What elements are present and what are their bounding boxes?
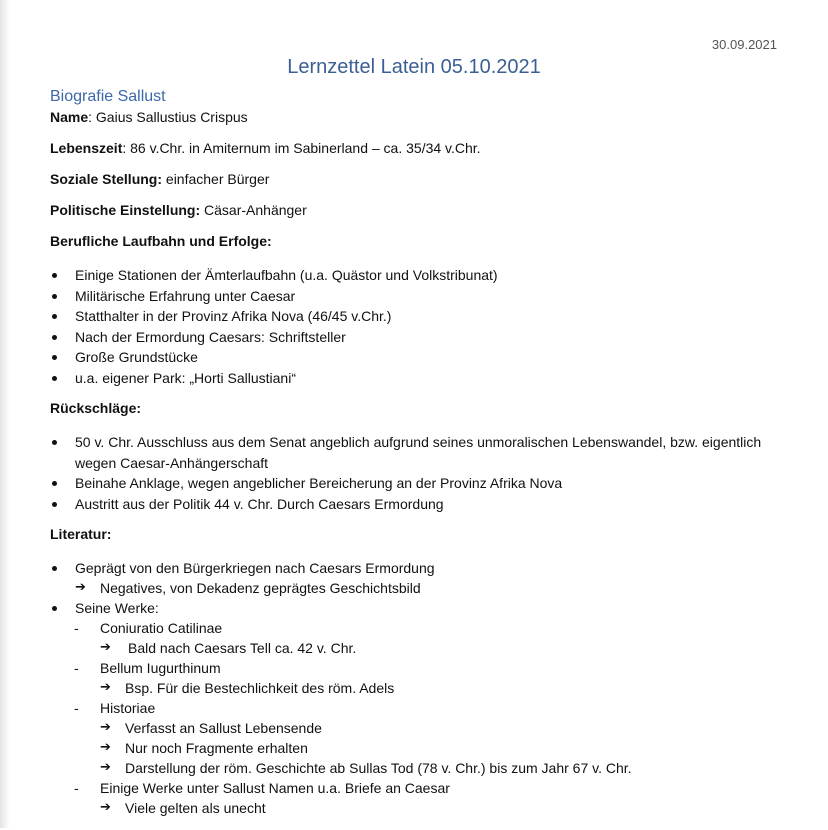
list-item: Nach der Ermordung Caesars: Schriftsteller [50, 327, 790, 348]
list-item: Große Grundstücke [50, 347, 790, 368]
field-soziale-stellung [50, 171, 790, 188]
literatur-heading: Literatur: [50, 526, 112, 542]
field-name-label: Name [50, 109, 89, 125]
arrow-item: ➔ Verfasst an Sallust Lebensende [100, 718, 790, 738]
field-stellung-label: Soziale Stellung: [50, 171, 163, 187]
page-edge-shadow [0, 0, 10, 828]
list-item: Militärische Erfahrung unter Caesar [50, 286, 790, 307]
page-title: Lernzettel Latein 05.10.2021 [287, 56, 541, 78]
field-lebenszeit-label: Lebenszeit [50, 140, 123, 156]
arrow-item: ➔ Viele gelten als unecht [100, 798, 790, 818]
list-item: Seine Werke: - Coniuratio Catilinae ➔ Bald nach Caesars Tell ca. 42 v. Chr. - Bellum Iugurthinum ➔ Bsp. Für die Bestechlichkeit des röm. Adels - Historiae ➔ Verfasst an Sallust Lebensende ➔ Nur noch Fragmente erhalten ➔ Darstellung der röm. Geschichte ab Sullas Tod (78 v. Chr.) bis zum Jahr 67 v. Chr. - Einige Werke unter Sallust Namen u.a. Briefe an Caesar ➔ Viele gelten als unecht [50, 598, 790, 818]
arrow-item: ➔ Bald nach Caesars Tell ca. 42 v. Chr. [100, 638, 790, 658]
arrow-list [100, 798, 790, 818]
list-item: 50 v. Chr. Ausschluss aus dem Senat angeblich aufgrund seines unmoralischen Lebenswandel, bzw. eigentlich wegen Caesar-Anhängerschaft [50, 432, 790, 473]
document-date: 30.09.2021 [711, 37, 777, 52]
list-item: Statthalter in der Provinz Afrika Nova (46/45 v.Chr.) [50, 306, 790, 327]
list-item: Geprägt von den Bürgerkriegen nach Caesars Ermordung ➔ Negatives, von Dekadenz geprägtes Geschichtsbild [50, 558, 790, 598]
field-lebenszeit [50, 140, 790, 157]
arrow-list [100, 718, 790, 778]
work-item: - Bellum Iugurthinum ➔ Bsp. Für die Bestechlichkeit des röm. Adels [50, 658, 790, 698]
rueckschlaege-heading: Rückschläge: [50, 400, 142, 416]
list-item: u.a. eigener Park: „Horti Sallustiani“ [50, 368, 790, 389]
arrow-item: ➔ Bsp. Für die Bestechlichkeit des röm. Adels [100, 678, 790, 698]
field-einstellung-value: Cäsar-Anhänger [200, 202, 307, 218]
list-item: Austritt aus der Politik 44 v. Chr. Durch Caesars Ermordung [50, 494, 790, 515]
laufbahn-list [50, 265, 790, 388]
field-name-value: : Gaius Sallustius Crispus [88, 109, 248, 125]
work-item: - Einige Werke unter Sallust Namen u.a. Briefe an Caesar ➔ Viele gelten als unecht [50, 778, 790, 818]
arrow-list [100, 678, 790, 698]
work-item: - Coniuratio Catilinae ➔ Bald nach Caesars Tell ca. 42 v. Chr. [50, 618, 790, 658]
field-lebenszeit-value: : 86 v.Chr. in Amiternum im Sabinerland – ca. 35/34 v.Chr. [122, 140, 481, 156]
field-politische-einstellung [50, 202, 790, 219]
section-heading: Biografie Sallust [50, 88, 166, 105]
arrow-item: ➔ Darstellung der röm. Geschichte ab Sullas Tod (78 v. Chr.) bis zum Jahr 67 v. Chr. [100, 758, 790, 778]
literatur-list [50, 558, 790, 818]
list-item: Einige Stationen der Ämterlaufbahn (u.a. Quästor und Volkstribunat) [50, 265, 790, 286]
field-name [50, 109, 790, 126]
work-item: - Historiae ➔ Verfasst an Sallust Lebensende ➔ Nur noch Fragmente erhalten ➔ Darstellung der röm. Geschichte ab Sullas Tod (78 v. Chr.) bis zum Jahr 67 v. Chr. [50, 698, 790, 778]
laufbahn-heading: Berufliche Laufbahn und Erfolge: [50, 233, 272, 249]
field-stellung-value: einfacher Bürger [162, 171, 270, 187]
arrow-list [100, 638, 790, 658]
works-list [75, 618, 790, 818]
field-einstellung-label: Politische Einstellung: [50, 202, 201, 218]
document-body [50, 88, 790, 830]
list-item: Beinahe Anklage, wegen angeblicher Bereicherung an der Provinz Afrika Nova [50, 473, 790, 494]
rueckschlaege-list [50, 432, 790, 514]
arrow-list [75, 578, 790, 598]
arrow-item: ➔ Nur noch Fragmente erhalten [100, 738, 790, 758]
arrow-item: ➔ Negatives, von Dekadenz geprägtes Geschichtsbild [75, 578, 790, 598]
